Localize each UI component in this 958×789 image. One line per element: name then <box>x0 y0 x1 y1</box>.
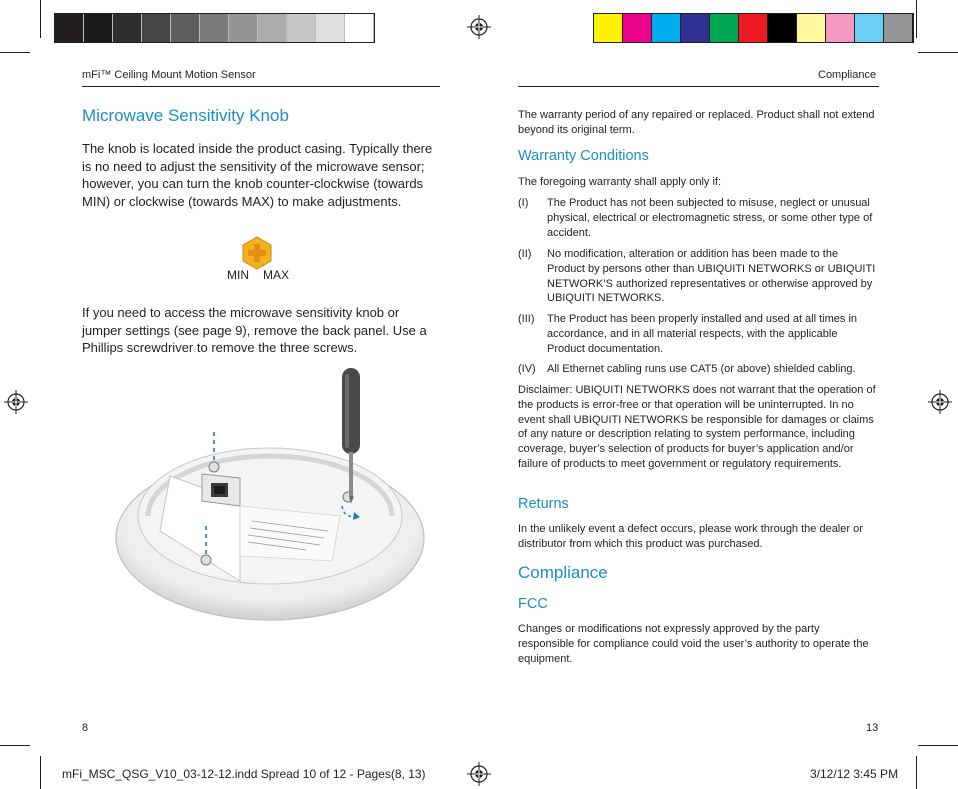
list-item-text: The Product has not been subjected to misuse, neglect or unusual physical, electrical or electromagnetic stress, or some other type of accident. <box>547 197 873 239</box>
left-running-header: mFi™ Ceiling Mount Motion Sensor <box>82 69 256 81</box>
knob-max-label: MAX <box>263 268 290 282</box>
fcc-heading: FCC <box>518 596 548 612</box>
registration-target-icon <box>4 390 28 414</box>
crop-mark <box>40 0 41 38</box>
sensitivity-knob-icon <box>240 236 274 270</box>
color-swatch <box>652 14 681 42</box>
list-item-text: The Product has been properly installed and used at all times in accordance, and in all material respects, with the applicable Product documentation. <box>547 313 858 355</box>
back-panel-instructions-paragraph: If you need to access the microwave sensitivity knob or jumper settings (see page 9), remove the back panel. Use a Phillips screwdriver to remove the three screws. <box>82 305 427 355</box>
crop-mark <box>918 745 958 746</box>
grayscale-swatch <box>345 14 374 42</box>
right-page-number: 13 <box>866 722 879 734</box>
color-calibration-bar <box>593 13 914 43</box>
left-page-number: 8 <box>82 722 89 734</box>
list-item-number: (I) <box>518 197 529 209</box>
grayscale-swatch <box>171 14 200 42</box>
grayscale-swatch <box>142 14 171 42</box>
color-swatch <box>768 14 797 42</box>
knob-min-label: MIN <box>227 268 249 282</box>
grayscale-swatch <box>287 14 316 42</box>
print-timestamp: 3/12/12 3:45 PM <box>810 767 899 781</box>
phillips-screwdriver-illustration <box>336 366 366 516</box>
crop-mark <box>916 756 917 789</box>
registration-target-icon <box>928 390 952 414</box>
fcc-paragraph: Changes or modifications not expressly approved by the party responsible for compliance could void the user’s authority to operate the equipment. <box>518 623 869 665</box>
color-swatch <box>797 14 826 42</box>
grayscale-swatch <box>316 14 345 42</box>
warranty-intro-text: The foregoing warranty shall apply only if: <box>518 176 721 188</box>
grayscale-swatch <box>200 14 229 42</box>
color-swatch <box>855 14 884 42</box>
warranty-period-paragraph: The warranty period of any repaired or replaced. Product shall not extend beyond its original term. <box>518 109 875 136</box>
registration-target-icon <box>467 762 491 786</box>
right-header-rule <box>518 86 879 87</box>
crop-mark <box>916 0 917 38</box>
grayscale-swatch <box>229 14 258 42</box>
crop-mark <box>0 745 30 746</box>
color-swatch <box>710 14 739 42</box>
disclaimer-paragraph: Disclaimer: UBIQUITI NETWORKS does not warrant that the operation of the products is error-free or that operation will be uninterrupted. In no event shall UBIQUITI NETWORKS be responsible for damages or claims of any nature or description relating to system performance, including coverage, buyer’s selection of products for buyer’s application and/or failure of products to meet government or regulatory requirements. <box>518 384 876 470</box>
registration-target-icon <box>467 15 491 39</box>
grayscale-swatch <box>55 14 84 42</box>
section-heading-microwave-knob: Microwave Sensitivity Knob <box>82 106 289 125</box>
list-item-text: No modification, alteration or addition has been made to the Product by persons other than UBIQUITI NETWORKS or UBIQUITI NETWORK’S authorized representatives or otherwise approved by UBIQUITI NETWORKS. <box>547 248 876 305</box>
color-swatch <box>594 14 623 42</box>
list-item-number: (II) <box>518 248 532 260</box>
crop-mark <box>40 756 41 789</box>
knob-description-paragraph: The knob is located inside the product casing. Typically there is no need to adjust the sensitivity of the microwave sensor; however, you can turn the knob counter-clockwise (towards MIN) or clockwise (towards MAX) to make adjustments. <box>82 141 433 209</box>
color-swatch <box>826 14 855 42</box>
color-swatch <box>681 14 710 42</box>
list-item-number: (IV) <box>518 363 536 375</box>
list-item-text: All Ethernet cabling runs use CAT5 (or above) shielded cabling. <box>547 363 856 375</box>
returns-paragraph: In the unlikely event a defect occurs, please work through the dealer or distributor from which this product was purchased. <box>518 523 863 550</box>
left-header-rule <box>82 86 440 87</box>
returns-heading: Returns <box>518 496 569 512</box>
grayscale-swatch <box>84 14 113 42</box>
color-swatch <box>884 14 913 42</box>
crop-mark <box>918 52 958 53</box>
grayscale-calibration-bar <box>54 13 375 43</box>
indd-file-info: mFi_MSC_QSG_V10_03-12-12.indd Spread 10 of 12 - Pages(8, 13) <box>62 767 426 781</box>
color-swatch <box>739 14 768 42</box>
grayscale-swatch <box>113 14 142 42</box>
compliance-heading: Compliance <box>518 563 608 582</box>
right-running-header: Compliance <box>818 69 877 81</box>
list-item-number: (III) <box>518 313 535 325</box>
crop-mark <box>0 52 30 53</box>
color-swatch <box>623 14 652 42</box>
grayscale-swatch <box>258 14 287 42</box>
warranty-conditions-heading: Warranty Conditions <box>518 148 649 164</box>
ceiling-sensor-illustration <box>110 366 430 626</box>
